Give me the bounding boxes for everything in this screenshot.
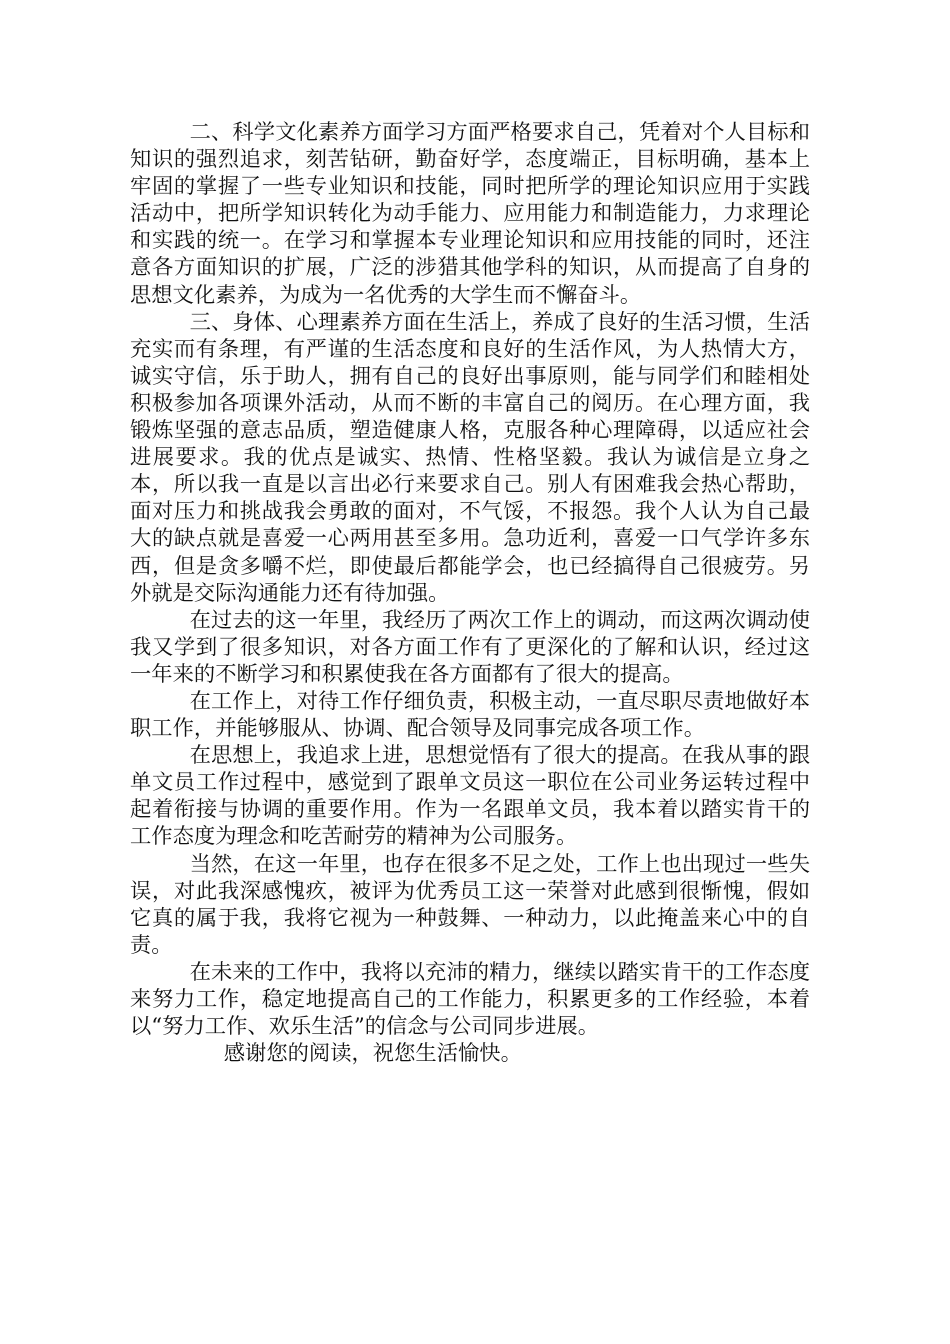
paragraph-physical-mental: 三、身体、心理素养方面在生活上，养成了良好的生活习惯，生活充实而有条理，有严谨的生活态度和良好的生活作风，为人热情大方，诚实守信，乐于助人，拥有自己的良好出事原则，能与同学们和睦相处积极参加各项课外活动，从而不断的丰富自己的阅历。在心理方面，我锻炼坚强的意志品质，塑造健康人格，克服各种心理障碍，以适应社会进展要求。我的优点是诚实、热情、性格坚毅。我认为诚信是立身之本，所以我一直是以言出必行来要求自己。别人有困难我会热心帮助，面对压力和挑战我会勇敢的面对，不气馁，不报怨。我个人认为自己最大的缺点就是喜爱一心两用甚至多用。急功近利，喜爱一口气学许多东西，但是贪多嚼不烂，即使最后都能学会，也已经搞得自己很疲劳。另外就是交际沟通能力还有待加强。 [130, 309, 810, 606]
paragraph-work: 在工作上，对待工作仔细负责，积极主动，一直尽职尽责地做好本职工作，并能够服从、协调、配合领导及同事完成各项工作。 [130, 688, 810, 742]
document-page [130, 119, 810, 1067]
paragraph-past-year: 在过去的这一年里，我经历了两次工作上的调动，而这两次调动使我又学到了很多知识，对各方面工作有了更深化的了解和认识，经过这一年来的不断学习和积累使我在各方面都有了很大的提高。 [130, 607, 810, 687]
paragraph-thought: 在思想上，我追求上进，思想觉悟有了很大的提高。在我从事的跟单文员工作过程中，感觉到了跟单文员这一职位在公司业务运转过程中起着衔接与协调的重要作用。作为一名跟单文员，我本着以踏实肯干的工作态度为理念和吃苦耐劳的精神为公司服务。 [130, 743, 810, 850]
paragraph-future: 在未来的工作中，我将以充沛的精力，继续以踏实肯干的工作态度来努力工作，稳定地提高自己的工作能力，积累更多的工作经验，本着以“努力工作、欢乐生活”的信念与公司同步进展。 [130, 959, 810, 1040]
paragraph-shortcomings: 当然，在这一年里，也存在很多不足之处，工作上也出现过一些失误，对此我深感愧疚，被评为优秀员工这一荣誉对此感到很惭愧，假如它真的属于我，我将它视为一种鼓舞、一种动力，以此掩盖来心中的自责。 [130, 851, 810, 958]
paragraph-scientific-culture: 二、科学文化素养方面学习方面严格要求自己，凭着对个人目标和知识的强烈追求，刻苦钻研，勤奋好学，态度端正，目标明确，基本上牢固的掌握了一些专业知识和技能，同时把所学的理论知识应用于实践活动中，把所学知识转化为动手能力、应用能力和制造能力，力求理论和实践的统一。在学习和掌握本专业理论知识和应用技能的同时，还注意各方面知识的扩展，广泛的涉猎其他学科的知识，从而提高了自身的思想文化素养，为成为一名优秀的大学生而不懈奋斗。 [130, 120, 810, 308]
closing-line: 感谢您的阅读，祝您生活愉快。 [223, 1041, 522, 1067]
